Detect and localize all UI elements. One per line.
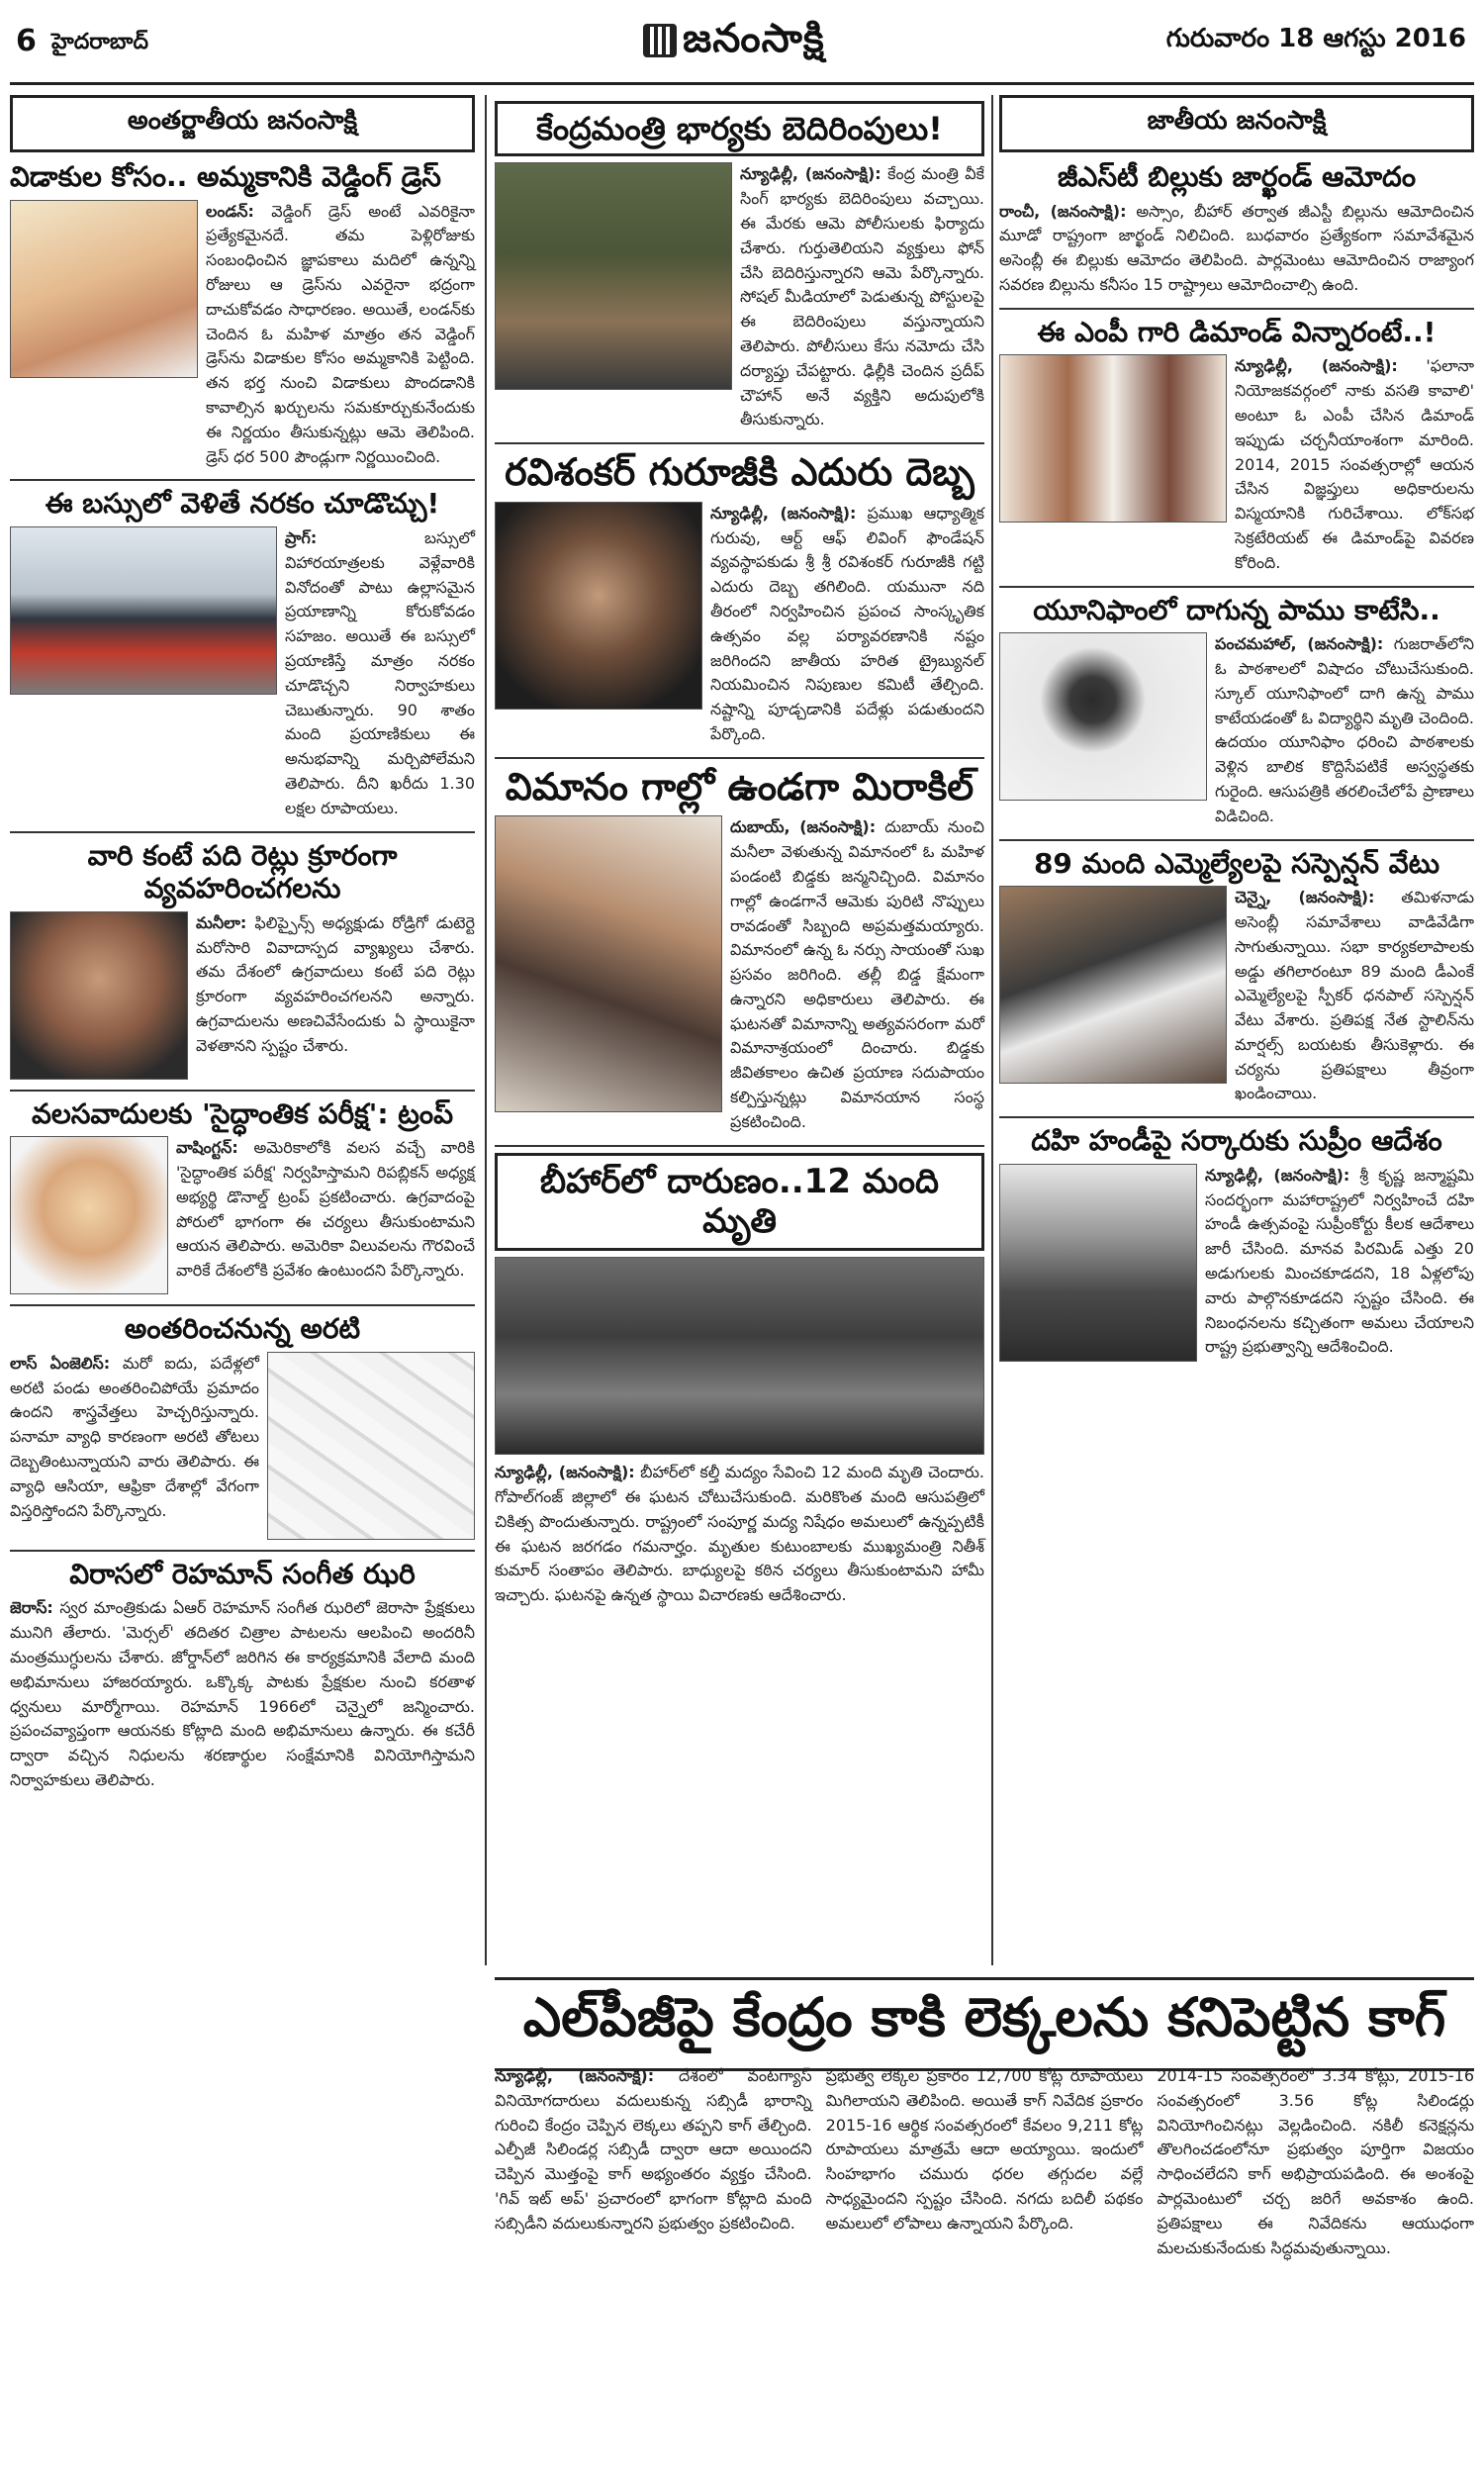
- story-body: దుబాయ్ నుంచి మనీలా వెళుతున్న విమానంలో ఓ మహిళ పండంటి బిడ్డకు జన్మనిచ్చింది. విమానం గాల్లో ఉండగానే ఆమెకు పురిటి నొప్పులు రావడంతో సిబ్బంది అప్రమత్తమయ్యారు. విమానంలో ఉన్న ఓ నర్సు సాయంతో సుఖ ప్రసవం జరిగింది. తల్లీ బిడ్డ క్షేమంగా ఉన్నారని అధికారులు తెలిపారు. ఈ ఘటనతో విమానాన్ని అత్యవసరంగా మరో విమానాశ్రయంలో దించారు. బిడ్డకు జీవితకాలం ఉచిత ప్రయాణ సదుపాయం కల్పిస్తున్నట్లు విమానయాన సంస్థ ప్రకటించింది.: [730, 817, 984, 1131]
- story-dateline: లాస్ ఏంజెలిస్:: [10, 1353, 111, 1373]
- story-hell-bus: [10, 487, 475, 820]
- story-headline: 89 మంది ఎమ్మెల్యేలపై సస్పెన్షన్ వేటు: [1033, 846, 1440, 880]
- story-dateline: న్యూఢిల్లీ, (జనంసాక్షి):: [1235, 356, 1398, 376]
- story-dateline: మనీలా:: [196, 912, 247, 932]
- mother-baby-photo: [495, 815, 722, 1112]
- logo-mark-icon: [643, 24, 677, 57]
- story-body: తమిళనాడు అసెంబ్లీ సమావేశాలు వాడివేడిగా సాగుతున్నాయి. సభా కార్యకలాపాలకు అడ్డు తగిలారంటూ 89 మంది డీఎంకే ఎమ్మెల్యేలపై స్పీకర్ ధనపాల్ సస్పెన్షన్ వేటు వేశారు. ప్రతిపక్ష నేత స్టాలిన్‌ను మార్షల్స్ బయటకు తీసుకెళ్లారు. ఈ చర్యను ప్రతిపక్షాలు తీవ్రంగా ఖండించాయి.: [1235, 888, 1474, 1103]
- middle-column: [495, 95, 984, 1618]
- mp-couple-photo: [999, 354, 1227, 523]
- story-mp-demand: [999, 316, 1474, 576]
- story-dateline: చెన్నై, (జనంసాక్షి):: [1235, 888, 1375, 907]
- story-dateline: లండన్:: [206, 201, 254, 221]
- lead-story-column: [495, 2064, 812, 2260]
- international-column: [10, 95, 475, 1803]
- story-divider: [10, 1550, 475, 1552]
- story-mla-suspension: [999, 847, 1474, 1107]
- lead-story-body: [495, 2064, 1474, 2260]
- story-dateline: పంచమహాల్, (జనంసాక్షి):: [1215, 634, 1384, 654]
- story-dateline: న్యూఢిల్లీ, (జనంసాక్షి):: [710, 503, 857, 523]
- human-pyramid-photo: [999, 1164, 1197, 1362]
- page-city: హైదరాబాద్: [51, 30, 148, 54]
- story-dateline: వాషింగ్టన్:: [176, 1138, 238, 1158]
- story-body: 'ఫలానా నియోజకవర్గంలో నాకు వసతి కావాలి' అంటూ ఓ ఎంపీ చేసిన డిమాండ్ ఇప్పుడు చర్చనీయాంశంగా మారింది. 2014, 2015 సంవత్సరాల్లో ఆయన చేసిన విజ్ఞప్తులు అధికారులను విస్మయానికి గురిచేశాయి. లోక్‌సభ సెక్రటేరియట్ ఈ డిమాండ్‌పై వివరణ కోరింది.: [1235, 356, 1474, 572]
- logo-text: జనంసాక్షి: [683, 16, 825, 61]
- story-headline: విమానం గాల్లో ఉండగా మిరాకిల్: [505, 764, 974, 809]
- story-dateline: న్యూఢిల్లీ, (జనంసాక్షి):: [495, 2066, 655, 2085]
- story-body: అస్సాం, బీహార్ తర్వాత జీఎస్టీ బిల్లును ఆమోదించిన మూడో రాష్ట్రంగా జార్ఖండ్ నిలిచింది. బుధవారం ప్రత్యేకంగా సమావేశమైన అసెంబ్లీ ఈ బిల్లుకు ఆమోదం తెలిపింది. పార్లమెంటు ఆమోదించిన రాజ్యాంగ సవరణ బిల్లును కనీసం 15 రాష్ట్రాలు ఆమోదించాల్సి ఉంది.: [999, 201, 1475, 294]
- story-divider: [10, 831, 475, 833]
- newspaper-logo: [643, 16, 825, 71]
- story-dateline: రాంచీ, (జనంసాక్షి):: [999, 201, 1127, 221]
- story-headline: ఈ ఎంపీ గారి డిమాండ్ విన్నారంటే..!: [1037, 315, 1437, 348]
- story-ravi-shankar: [495, 450, 984, 747]
- national-column: [999, 95, 1474, 1372]
- story-divider: [999, 308, 1474, 310]
- story-body: కేంద్ర మంత్రి వీకే సింగ్ భార్యకు బెదిరింపులు వచ్చాయి. ఈ మేరకు ఆమె పోలీసులకు ఫిర్యాదు చేశారు. గుర్తుతెలియని వ్యక్తులు ఫోన్ చేసి బెదిరిస్తున్నారని ఆమె పేర్కొన్నారు. సోషల్ మీడియాలో పెడుతున్న పోస్టులపై ఈ బెదిరింపులు వస్తున్నాయని తెలిపారు. పోలీసులు కేసు నమోదు చేసి దర్యాప్తు చేపట్టారు. ఢిల్లీకి చెందిన ప్రదీప్ చౌహాన్ అనే వ్యక్తిని అదుపులోకి తీసుకున్నారు.: [740, 164, 984, 429]
- story-dateline: న్యూఢిల్లీ, (జనంసాక్షి):: [1205, 1165, 1350, 1185]
- story-rahman: [10, 1558, 475, 1793]
- bihar-crowd-photo: [495, 1257, 984, 1455]
- banana-photo: [267, 1352, 475, 1540]
- story-divider: [10, 479, 475, 481]
- story-headline: విడాకుల కోసం.. అమ్మకానికి వెడ్డింగ్ డ్రెస్: [10, 160, 441, 193]
- column-divider: [485, 95, 487, 1965]
- lead-story-column: 2014-15 సంవత్సరంలో 3.34 కోట్లు, 2015-16 సంవత్సరంలో 3.56 కోట్ల సిలిండర్లు వినియోగించినట్లు వెల్లడించింది. నకిలీ కనెక్షన్లను తొలగించడంలోనూ ప్రభుత్వం పూర్తిగా విజయం సాధించలేదని కాగ్ అభిప్రాయపడింది. ఈ అంశంపై పార్లమెంటులో చర్చ జరిగే అవకాశం ఉంది. ప్రతిపక్షాలు ఈ నివేదికను ఆయుధంగా మలచుకునేందుకు సిద్ధమవుతున్నాయి.: [1157, 2066, 1475, 2257]
- story-duterte: [10, 839, 475, 1080]
- lead-story-text: దేశంలో వంటగ్యాస్ వినియోగదారులు వదులుకున్న సబ్సిడీ భారాన్ని గురించి కేంద్రం చెప్పిన లెక్కలు తప్పని కాగ్ తేల్చింది. ఎల్పీజీ సిలిండర్ల సబ్సిడీ ద్వారా ఆదా అయిందని చెప్పిన మొత్తంపై కాగ్ అభ్యంతరం వ్యక్తం చేసింది. 'గివ్ ఇట్ అప్' ప్రచారంలో భాగంగా కోట్లాది మంది సబ్సిడీని వదులుకున్నారని ప్రభుత్వం ప్రకటించింది.: [495, 2066, 812, 2233]
- story-body: అమెరికాలోకి వలస వచ్చే వారికి 'సైద్ధాంతిక పరీక్ష' నిర్వహిస్తామని రిపబ్లికన్ అధ్యక్ష అభ్యర్థి డొనాల్డ్ ట్రంప్ ప్రకటించారు. ఉగ్రవాదంపై పోరులో భాగంగా ఈ చర్యలు తీసుకుంటామని ఆయన తెలిపారు. అమెరికా విలువలను గౌరవించే వారికే దేశంలోకి ప్రవేశం ఉంటుందని పేర్కొన్నారు.: [176, 1138, 475, 1281]
- story-divider: [999, 839, 1474, 841]
- story-body: ఫిలిప్పైన్స్ అధ్యక్షుడు రోడ్రిగో డుటెర్టె మరోసారి వివాదాస్పద వ్యాఖ్యలు చేశారు. తమ దేశంలో ఉగ్రవాదులు కంటే పది రెట్లు క్రూరంగా వ్యవహరించగలనని అన్నారు. ఉగ్రవాదులను అణచివేసేందుకు ఏ స్థాయికైనా వెళతానని స్పష్టం చేశారు.: [196, 912, 475, 1055]
- woman-photo: [10, 200, 198, 378]
- issue-date: గురువారం 18 ఆగస్టు 2016: [1165, 24, 1466, 53]
- story-banana: [10, 1312, 475, 1540]
- story-body: గుజరాత్‌లోని ఓ పాఠశాలలో విషాదం చోటుచేసుకుంది. స్కూల్ యూనిఫాంలో దాగి ఉన్న పాము కాటేయడంతో ఓ విద్యార్థిని మృతి చెందింది. ఉదయం యూనిఫాం ధరించి పాఠశాలకు వెళ్లిన బాలిక కొద్దిసేపటికే అస్వస్థతకు గురైంది. ఆసుపత్రికి తరలించేలోపే ప్రాణాలు విడిచింది.: [1215, 634, 1474, 825]
- story-headline: వారి కంటే పది రెట్లు క్రూరంగా వ్యవహరించగలను: [87, 838, 398, 905]
- lead-story-column: ప్రభుత్వ లెక్కల ప్రకారం 12,700 కోట్ల రూపాయలు మిగిలాయని తెలిపింది. అయితే కాగ్ నివేదిక ప్రకారం 2015-16 ఆర్థిక సంవత్సరంలో కేవలం 9,211 కోట్ల రూపాయలు మాత్రమే ఆదా అయ్యాయి. ఇందులో సింహభాగం చమురు ధరల తగ్గుదల వల్లే సాధ్యమైందని స్పష్టం చేసింది. నగదు బదిలీ పథకం అమలులో లోపాలు ఉన్నాయని పేర్కొంది.: [825, 2066, 1144, 2233]
- column-divider: [991, 95, 993, 1965]
- story-headline: దహి హండీపై సర్కారుకు సుప్రీం ఆదేశం: [1031, 1124, 1442, 1158]
- story-dahi-handi: [999, 1124, 1474, 1362]
- story-divider: [495, 442, 984, 444]
- story-headline: వలసవాదులకు 'సైద్ధాంతిక పరీక్ష': ట్రంప్: [32, 1096, 453, 1130]
- assembly-photo: [999, 886, 1227, 1084]
- story-body: బస్సులో విహారయాత్రలకు వెళ్లేవారికి వినోదంతో పాటు ఉల్లాసమైన ప్రయాణాన్ని కోరుకోవడం సహజం. అయితే ఈ బస్సులో ప్రయాణిస్తే మాత్రం నరకం చూడొచ్చని నిర్వాహకులు చెబుతున్నారు. 90 శాతం మంది ప్రయాణికులు ఈ అనుభవాన్ని మర్చిపోలేమని తెలిపారు. దీని ఖరీదు 1.30 లక్షల రూపాయలు.: [285, 527, 475, 817]
- story-body: ప్రముఖ ఆధ్యాత్మిక గురువు, ఆర్ట్ ఆఫ్ లివింగ్ ఫౌండేషన్ వ్యవస్థాపకుడు శ్రీ శ్రీ రవిశంకర్ గురూజీకి గట్టి ఎదురు దెబ్బ తగిలింది. యమునా నది తీరంలో నిర్వహించిన ప్రపంచ సాంస్కృతిక ఉత్సవం వల్ల పర్యావరణానికి నష్టం జరిగిందని జాతీయ హరిత ట్రైబ్యునల్ నియమించిన నిపుణుల కమిటీ తేల్చింది. నష్టాన్ని పూడ్చడానికి పదేళ్లు పడుతుందని పేర్కొంది.: [710, 503, 984, 743]
- page-number: 6: [16, 24, 37, 58]
- story-plane-miracle: [495, 765, 984, 1135]
- story-headline: విరాసలో రెహమాన్ సంగీత ఝరి: [69, 1557, 416, 1590]
- lead-story-headline: ఎల్‌పీజీపై కేంద్రం కాకి లెక్కలను కనిపెట్టిన కాగ్: [495, 1977, 1474, 2071]
- story-divider: [10, 1090, 475, 1092]
- story-dateline: న్యూఢిల్లీ, (జనంసాక్షి):: [495, 1463, 635, 1482]
- masthead: [10, 8, 1474, 85]
- story-headline: రవిశంకర్ గురూజీకి ఎదురు దెబ్బ: [505, 450, 974, 495]
- story-trump: [10, 1097, 475, 1295]
- story-dateline: ప్రాగ్:: [285, 527, 318, 547]
- minister-photo: [495, 162, 732, 390]
- story-minister-wife: [495, 162, 984, 432]
- trump-photo: [10, 1136, 168, 1294]
- story-headline: జీఎస్‌టీ బిల్లుకు జార్ఖండ్ ఆమోదం: [1057, 160, 1417, 193]
- story-divider: [495, 757, 984, 759]
- story-divider: [999, 586, 1474, 588]
- story-gst: [999, 160, 1474, 298]
- duterte-photo: [10, 911, 188, 1080]
- section-heading: జాతీయ జనంసాక్షి: [999, 95, 1474, 152]
- story-divider: [10, 1304, 475, 1306]
- story-wedding-dress: [10, 160, 475, 469]
- story-snake: [999, 594, 1474, 829]
- guru-photo: [495, 502, 702, 710]
- story-divider: [495, 1145, 984, 1147]
- story-headline: అంతరించనున్న అరటి: [124, 1312, 361, 1346]
- story-headline: ఈ బస్సులో వెళితే నరకం చూడొచ్చు!: [45, 487, 440, 521]
- story-headline: యూనిఫాంలో దాగున్న పాము కాటేసి..: [1033, 593, 1440, 626]
- snake-photo: [999, 632, 1207, 801]
- section-heading: అంతర్జాతీయ జనంసాక్షి: [10, 95, 475, 152]
- story-dateline: జెరాస్:: [10, 1598, 53, 1618]
- story-body: మరో ఐదు, పదేళ్లలో అరటి పండు అంతరించిపోయే ప్రమాదం ఉందని శాస్త్రవేత్తలు హెచ్చరిస్తున్నారు. పనామా వ్యాధి కారణంగా అరటి తోటలు దెబ్బతింటున్నాయని వారు తెలిపారు. ఈ వ్యాధి ఆసియా, ఆఫ్రికా దేశాల్లో వేగంగా విస్తరిస్తోందని పేర్కొన్నారు.: [10, 1353, 259, 1520]
- story-body: బీహార్‌లో కల్తీ మద్యం సేవించి 12 మంది మృతి చెందారు. గోపాల్‌గంజ్ జిల్లాలో ఈ ఘటన చోటుచేసుకుంది. మరికొంత మంది ఆసుపత్రిలో చికిత్స పొందుతున్నారు. రాష్ట్రంలో సంపూర్ణ మద్య నిషేధం అమలులో ఉన్నప్పటికీ ఈ ఘటన జరగడం గమనార్హం. మృతుల కుటుంబాలకు ముఖ్యమంత్రి నితీశ్ కుమార్ సంతాపం తెలిపారు. బాధ్యులపై కఠిన చర్యలు తీసుకుంటామని హామీ ఇచ్చారు. ఘటనపై ఉన్నత స్థాయి విచారణకు ఆదేశించారు.: [495, 1463, 984, 1605]
- story-headline: బీహార్‌లో దారుణం..12 మంది మృతి: [495, 1153, 984, 1252]
- story-dateline: దుబాయ్, (జనంసాక్షి):: [730, 817, 877, 837]
- story-headline: కేంద్రమంత్రి భార్యకు బెదిరింపులు!: [495, 101, 984, 156]
- bus-photo: [10, 526, 277, 695]
- story-bihar: [495, 1153, 984, 1608]
- story-divider: [999, 1116, 1474, 1118]
- story-body: శ్రీ కృష్ణ జన్మాష్టమి సందర్భంగా మహారాష్ట్రలో నిర్వహించే దహి హండీ ఉత్సవంపై సుప్రీంకోర్టు కీలక ఆదేశాలు జారీ చేసింది. మానవ పిరమిడ్ ఎత్తు 20 అడుగులకు మించకూడదని, 18 ఏళ్లలోపు వారు పాల్గొనకూడదని స్పష్టం చేసింది. ఈ నిబంధనలను కచ్చితంగా అమలు చేయాలని రాష్ట్ర ప్రభుత్వాన్ని ఆదేశించింది.: [1205, 1165, 1474, 1357]
- story-body: వెడ్డింగ్ డ్రెస్ అంటే ఎవరికైనా ప్రత్యేకమైనదే. తమ పెళ్లిరోజుకు సంబంధించిన జ్ఞాపకాలు మదిలో ఉన్నన్ని రోజులు ఆ డ్రెస్‌ను ఎవరైనా భద్రంగా దాచుకోవడం సాధారణం. అయితే, లండన్‌కు చెందిన ఓ మహిళ మాత్రం తన వెడ్డింగ్ డ్రెస్‌ను విడాకుల కోసం అమ్మకానికి పెట్టింది. తన భర్త నుంచి విడాకులు పొందడానికి కావాల్సిన ఖర్చులను సమకూర్చుకునేందుకు ఈ నిర్ణయం తీసుకున్నట్లు ఆమె తెలిపింది. డ్రెస్ ధర 500 పౌండ్లుగా నిర్ణయించింది.: [206, 201, 475, 466]
- story-body: స్వర మాంత్రికుడు ఏఆర్ రెహమాన్ సంగీత ఝరిలో జెరాసా ప్రేక్షకులు మునిగి తేలారు. 'మెర్సల్' తదితర చిత్రాల పాటలను ఆలపించి అందరినీ మంత్రముగ్ధులను చేశారు. జోర్డాన్‌లో జరిగిన ఈ కార్యక్రమానికి వేలాది మంది అభిమానులు హాజరయ్యారు. ఒక్కొక్క పాటకు ప్రేక్షకుల నుంచి కరతాళ ధ్వనులు మార్మోగాయి. రెహమాన్ 1966లో చెన్నైలో జన్మించారు. ప్రపంచవ్యాప్తంగా ఆయనకు కోట్లాది మంది అభిమానులు ఉన్నారు. ఈ కచేరీ ద్వారా వచ్చిన నిధులను శరణార్థుల సంక్షేమానికి వినియోగిస్తామని నిర్వాహకులు తెలిపారు.: [10, 1598, 475, 1790]
- story-dateline: న్యూఢిల్లీ, (జనంసాక్షి):: [740, 164, 881, 184]
